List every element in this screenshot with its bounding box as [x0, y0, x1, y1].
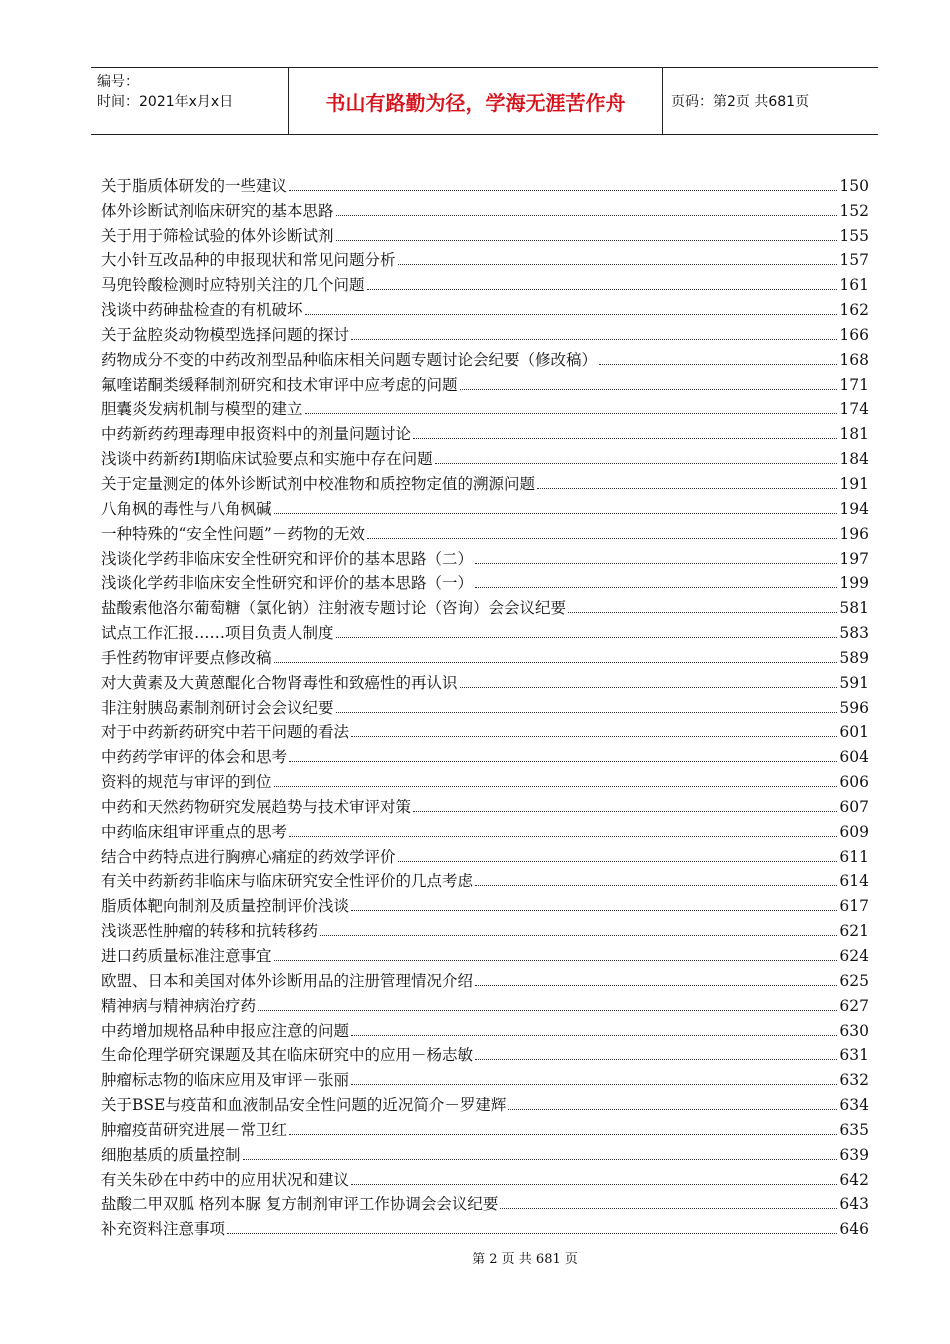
dot-leader	[243, 1159, 838, 1160]
toc-entry-title: 体外诊断试剂临床研究的基本思路	[101, 201, 334, 220]
toc-entry[interactable]	[101, 443, 869, 468]
dot-leader	[475, 587, 837, 588]
toc-entry[interactable]	[101, 1040, 869, 1065]
toc-entry-title: 补充资料注意事项	[101, 1220, 226, 1239]
toc-entry[interactable]	[101, 394, 869, 419]
toc-entry-page: 196	[839, 524, 869, 543]
toc-entry[interactable]	[101, 915, 869, 940]
toc-entry[interactable]	[101, 617, 869, 642]
dot-leader	[413, 438, 837, 439]
dot-leader	[568, 612, 837, 613]
toc-entry-page: 152	[839, 201, 869, 220]
toc-entry[interactable]	[101, 170, 869, 195]
toc-entry-title: 有关朱砂在中药中的应用状况和建议	[101, 1170, 350, 1189]
toc-entry-title: 浅谈恶性肿瘤的转移和抗转移药	[101, 922, 319, 941]
toc-entry[interactable]	[101, 493, 869, 518]
toc-entry[interactable]	[101, 741, 869, 766]
toc-entry-page: 155	[839, 226, 869, 245]
toc-entry-title: 非注射胰岛素制剂研讨会会议纪要	[101, 698, 334, 717]
dot-leader	[336, 637, 838, 638]
toc-entry-page: 168	[839, 350, 869, 369]
toc-entry-title: 欧盟、日本和美国对体外诊断用品的注册管理情况介绍	[101, 971, 474, 990]
toc-entry[interactable]	[101, 344, 869, 369]
dot-leader	[351, 736, 837, 737]
dot-leader	[475, 985, 837, 986]
toc-entry-title: 关于盆腔炎动物模型选择问题的探讨	[101, 325, 350, 344]
dot-leader	[227, 1233, 837, 1234]
dot-leader	[460, 389, 838, 390]
toc-entry-page: 639	[839, 1145, 869, 1164]
toc-entry[interactable]	[101, 543, 869, 568]
toc-entry-title: 关于定量测定的体外诊断试剂中校准物和质控物定值的溯源问题	[101, 474, 536, 493]
toc-entry-title: 药物成分不变的中药改剂型品种临床相关问题专题讨论会纪要（修改稿）	[101, 350, 598, 369]
dot-leader	[258, 1010, 837, 1011]
toc-entry-title: 中药增加规格品种申报应注意的问题	[101, 1021, 350, 1040]
toc-entry-page: 624	[839, 947, 869, 965]
toc-entry-page: 157	[839, 251, 869, 270]
toc-entry-page: 621	[839, 922, 869, 941]
toc-entry-page: 583	[839, 624, 869, 643]
dot-leader	[475, 1059, 837, 1060]
toc-entry-page: 596	[839, 698, 869, 717]
toc-entry-page: 643	[839, 1195, 869, 1214]
dot-leader	[289, 761, 837, 762]
toc-entry-page: 166	[839, 325, 869, 344]
toc-entry-page: 642	[839, 1170, 869, 1189]
toc-entry[interactable]	[101, 294, 869, 319]
toc-entry-title: 马兜铃酸检测时应特别关注的几个问题	[101, 276, 365, 295]
toc-entry-title: 中药临床组审评重点的思考	[101, 822, 288, 841]
dot-leader	[351, 1184, 837, 1185]
dot-leader	[398, 861, 838, 862]
dot-leader	[336, 712, 838, 713]
toc-entry[interactable]	[101, 841, 869, 866]
toc-entry[interactable]	[101, 940, 869, 965]
toc-entry[interactable]	[101, 816, 869, 841]
toc-entry-title: 生命伦理学研究课题及其在临床研究中的应用－杨志敏	[101, 1046, 474, 1065]
toc-entry[interactable]	[101, 418, 869, 443]
toc-entry-page: 591	[839, 673, 869, 692]
toc-entry[interactable]	[101, 791, 869, 816]
toc-entry-title: 精神病与精神病治疗药	[101, 996, 257, 1015]
toc-entry-page: 197	[839, 549, 869, 568]
dot-leader	[289, 190, 837, 191]
dot-leader	[367, 289, 838, 290]
toc-entry-title: 脂质体靶向制剂及质量控制评价浅谈	[101, 897, 350, 916]
dot-leader	[305, 413, 838, 414]
time-label: 时间：2021年x月x日	[97, 94, 234, 110]
toc-entry[interactable]	[101, 1089, 869, 1114]
toc-entry[interactable]	[101, 717, 869, 742]
toc-entry-title: 细胞基质的质量控制	[101, 1145, 241, 1164]
dot-leader	[508, 1109, 837, 1110]
toc-entry-title: 浅谈中药砷盐检查的有机破坏	[101, 301, 303, 320]
toc-entry[interactable]	[101, 1114, 869, 1139]
dot-leader	[320, 935, 837, 936]
toc-entry-title: 中药药学审评的体会和思考	[101, 748, 288, 767]
dot-leader	[398, 264, 838, 265]
toc-entry-title: 大小针互改品种的申报现状和常见问题分析	[101, 251, 396, 270]
toc-entry-page: 632	[839, 1071, 869, 1090]
toc-entry-title: 对于中药新药研究中若干问题的看法	[101, 723, 350, 742]
toc-entry-page: 171	[839, 375, 869, 394]
dot-leader	[351, 1035, 837, 1036]
toc-entry-page: 162	[839, 301, 869, 320]
dot-leader	[435, 463, 838, 464]
dot-leader	[289, 836, 837, 837]
toc-entry-title: 浅谈中药新药I期临床试验要点和实施中存在问题	[101, 450, 433, 469]
dot-leader	[500, 1208, 837, 1209]
toc-entry[interactable]	[101, 468, 869, 493]
toc-entry-page: 627	[839, 996, 869, 1015]
toc-entry-page: 150	[839, 176, 869, 195]
dot-leader	[351, 339, 837, 340]
page-info: 页码：第2页 共681页	[671, 94, 810, 110]
toc-entry[interactable]	[101, 1213, 869, 1238]
toc-entry-page: 199	[839, 574, 869, 593]
page-footer	[0, 1248, 950, 1267]
dot-leader	[460, 687, 838, 688]
toc-entry-page: 625	[839, 971, 869, 990]
toc-entry-page: 646	[839, 1220, 869, 1239]
toc-entry[interactable]	[101, 766, 869, 791]
toc-entry-title: 肿瘤疫苗研究进展－常卫红	[101, 1120, 288, 1139]
toc-entry-title: 八角枫的毒性与八角枫碱	[101, 499, 272, 518]
toc-entry-page: 631	[839, 1046, 869, 1065]
toc-entry-page: 181	[839, 425, 869, 444]
toc-entry-page: 581	[839, 599, 869, 618]
toc-entry-page: 634	[839, 1096, 869, 1115]
number-label: 编号：	[97, 74, 139, 90]
toc-entry-page: 607	[839, 797, 869, 816]
toc-entry-title: 结合中药特点进行胸痹心痛症的药效学评价	[101, 847, 396, 866]
toc-entry-title: 中药和天然药物研究发展趋势与技术审评对策	[101, 797, 412, 816]
toc-entry[interactable]	[101, 1015, 869, 1040]
toc-entry-title: 关于BSE与疫苗和血液制品安全性问题的近况简介－罗建辉	[101, 1096, 507, 1115]
dot-leader	[274, 960, 838, 961]
toc-entry[interactable]	[101, 269, 869, 294]
toc-entry[interactable]	[101, 1139, 869, 1164]
toc-entry[interactable]	[101, 245, 869, 270]
header-left-cell	[91, 68, 289, 134]
dot-leader	[274, 786, 838, 787]
toc-entry-title: 试点工作汇报……项目负责人制度	[101, 624, 334, 643]
toc-entry[interactable]	[101, 568, 869, 593]
dot-leader	[274, 662, 838, 663]
toc-entry-page: 611	[839, 847, 869, 866]
dot-leader	[336, 240, 838, 241]
toc-entry-title: 关于脂质体研发的一些建议	[101, 176, 288, 195]
toc-entry[interactable]	[101, 518, 869, 543]
toc-entry-page: 617	[839, 897, 869, 916]
toc-entry-title: 资料的规范与审评的到位	[101, 773, 272, 792]
toc-entry-title: 氟喹诺酮类缓释制剂研究和技术审评中应考虑的问题	[101, 375, 458, 394]
toc-entry[interactable]	[101, 319, 869, 344]
dot-leader	[413, 811, 837, 812]
toc-entry-page: 630	[839, 1021, 869, 1040]
dot-leader	[289, 1134, 837, 1135]
dot-leader	[351, 1084, 837, 1085]
dot-leader	[367, 538, 838, 539]
toc-entry[interactable]	[101, 692, 869, 717]
toc-entry[interactable]	[101, 965, 869, 990]
toc-entry-title: 关于用于筛检试验的体外诊断试剂	[101, 226, 334, 245]
motto: 书山有路勤为径，学海无涯苦作舟	[289, 68, 663, 134]
footer-page-number: 第 2 页 共 681 页	[472, 1252, 578, 1267]
toc-entry-title: 中药新药药理毒理申报资料中的剂量问题讨论	[101, 425, 412, 444]
dot-leader	[599, 364, 837, 365]
toc-entry-title: 一种特殊的“安全性问题”－药物的无效	[101, 524, 365, 543]
toc-entry[interactable]	[101, 220, 869, 245]
toc-entry-page: 161	[839, 276, 869, 295]
toc-entry-title: 胆囊炎发病机制与模型的建立	[101, 400, 303, 419]
toc-entry-page: 609	[839, 822, 869, 841]
dot-leader	[537, 488, 837, 489]
toc-entry-title: 盐酸索他洛尔葡萄糖（氯化钠）注射液专题讨论（咨询）会会议纪要	[101, 599, 567, 618]
toc-entry-page: 614	[839, 872, 869, 891]
toc-entry-page: 635	[839, 1120, 869, 1139]
toc-entry-page: 601	[839, 723, 869, 742]
toc-entry-page: 191	[839, 474, 869, 493]
dot-leader	[305, 314, 838, 315]
toc-entry-page: 604	[839, 748, 869, 767]
toc-entry-page: 174	[839, 400, 869, 419]
toc-entry-title: 盐酸二甲双胍 格列本脲 复方制剂审评工作协调会会议纪要	[101, 1195, 499, 1214]
dot-leader	[274, 513, 838, 514]
toc-entry-title: 进口药质量标准注意事宜	[101, 947, 272, 965]
toc-entry-page: 606	[839, 773, 869, 792]
dot-leader	[351, 910, 837, 911]
toc-entry[interactable]	[101, 667, 869, 692]
dot-leader	[336, 215, 838, 216]
toc-entry[interactable]	[101, 890, 869, 915]
toc-entry-page: 194	[839, 499, 869, 518]
header-table	[91, 67, 878, 135]
dot-leader	[475, 885, 837, 886]
toc-entry-title: 肿瘤标志物的临床应用及审评－张丽	[101, 1071, 350, 1090]
toc-entry-title: 对大黄素及大黄蒽醌化合物肾毒性和致癌性的再认识	[101, 673, 458, 692]
toc-entry-title: 浅谈化学药非临床安全性研究和评价的基本思路（二）	[101, 549, 474, 568]
toc-entry[interactable]	[101, 866, 869, 891]
toc-entry[interactable]	[101, 1164, 869, 1189]
table-of-contents	[101, 170, 869, 1238]
toc-entry-title: 手性药物审评要点修改稿	[101, 648, 272, 667]
toc-entry-page: 184	[839, 450, 869, 469]
toc-entry[interactable]	[101, 642, 869, 667]
toc-entry[interactable]	[101, 195, 869, 220]
toc-entry[interactable]	[101, 1189, 869, 1214]
toc-entry[interactable]	[101, 1064, 869, 1089]
toc-entry-title: 浅谈化学药非临床安全性研究和评价的基本思路（一）	[101, 574, 474, 593]
toc-entry[interactable]	[101, 592, 869, 617]
toc-entry-title: 有关中药新药非临床与临床研究安全性评价的几点考虑	[101, 872, 474, 891]
dot-leader	[475, 563, 837, 564]
toc-entry[interactable]	[101, 990, 869, 1015]
toc-entry-page: 589	[839, 648, 869, 667]
toc-entry[interactable]	[101, 369, 869, 394]
